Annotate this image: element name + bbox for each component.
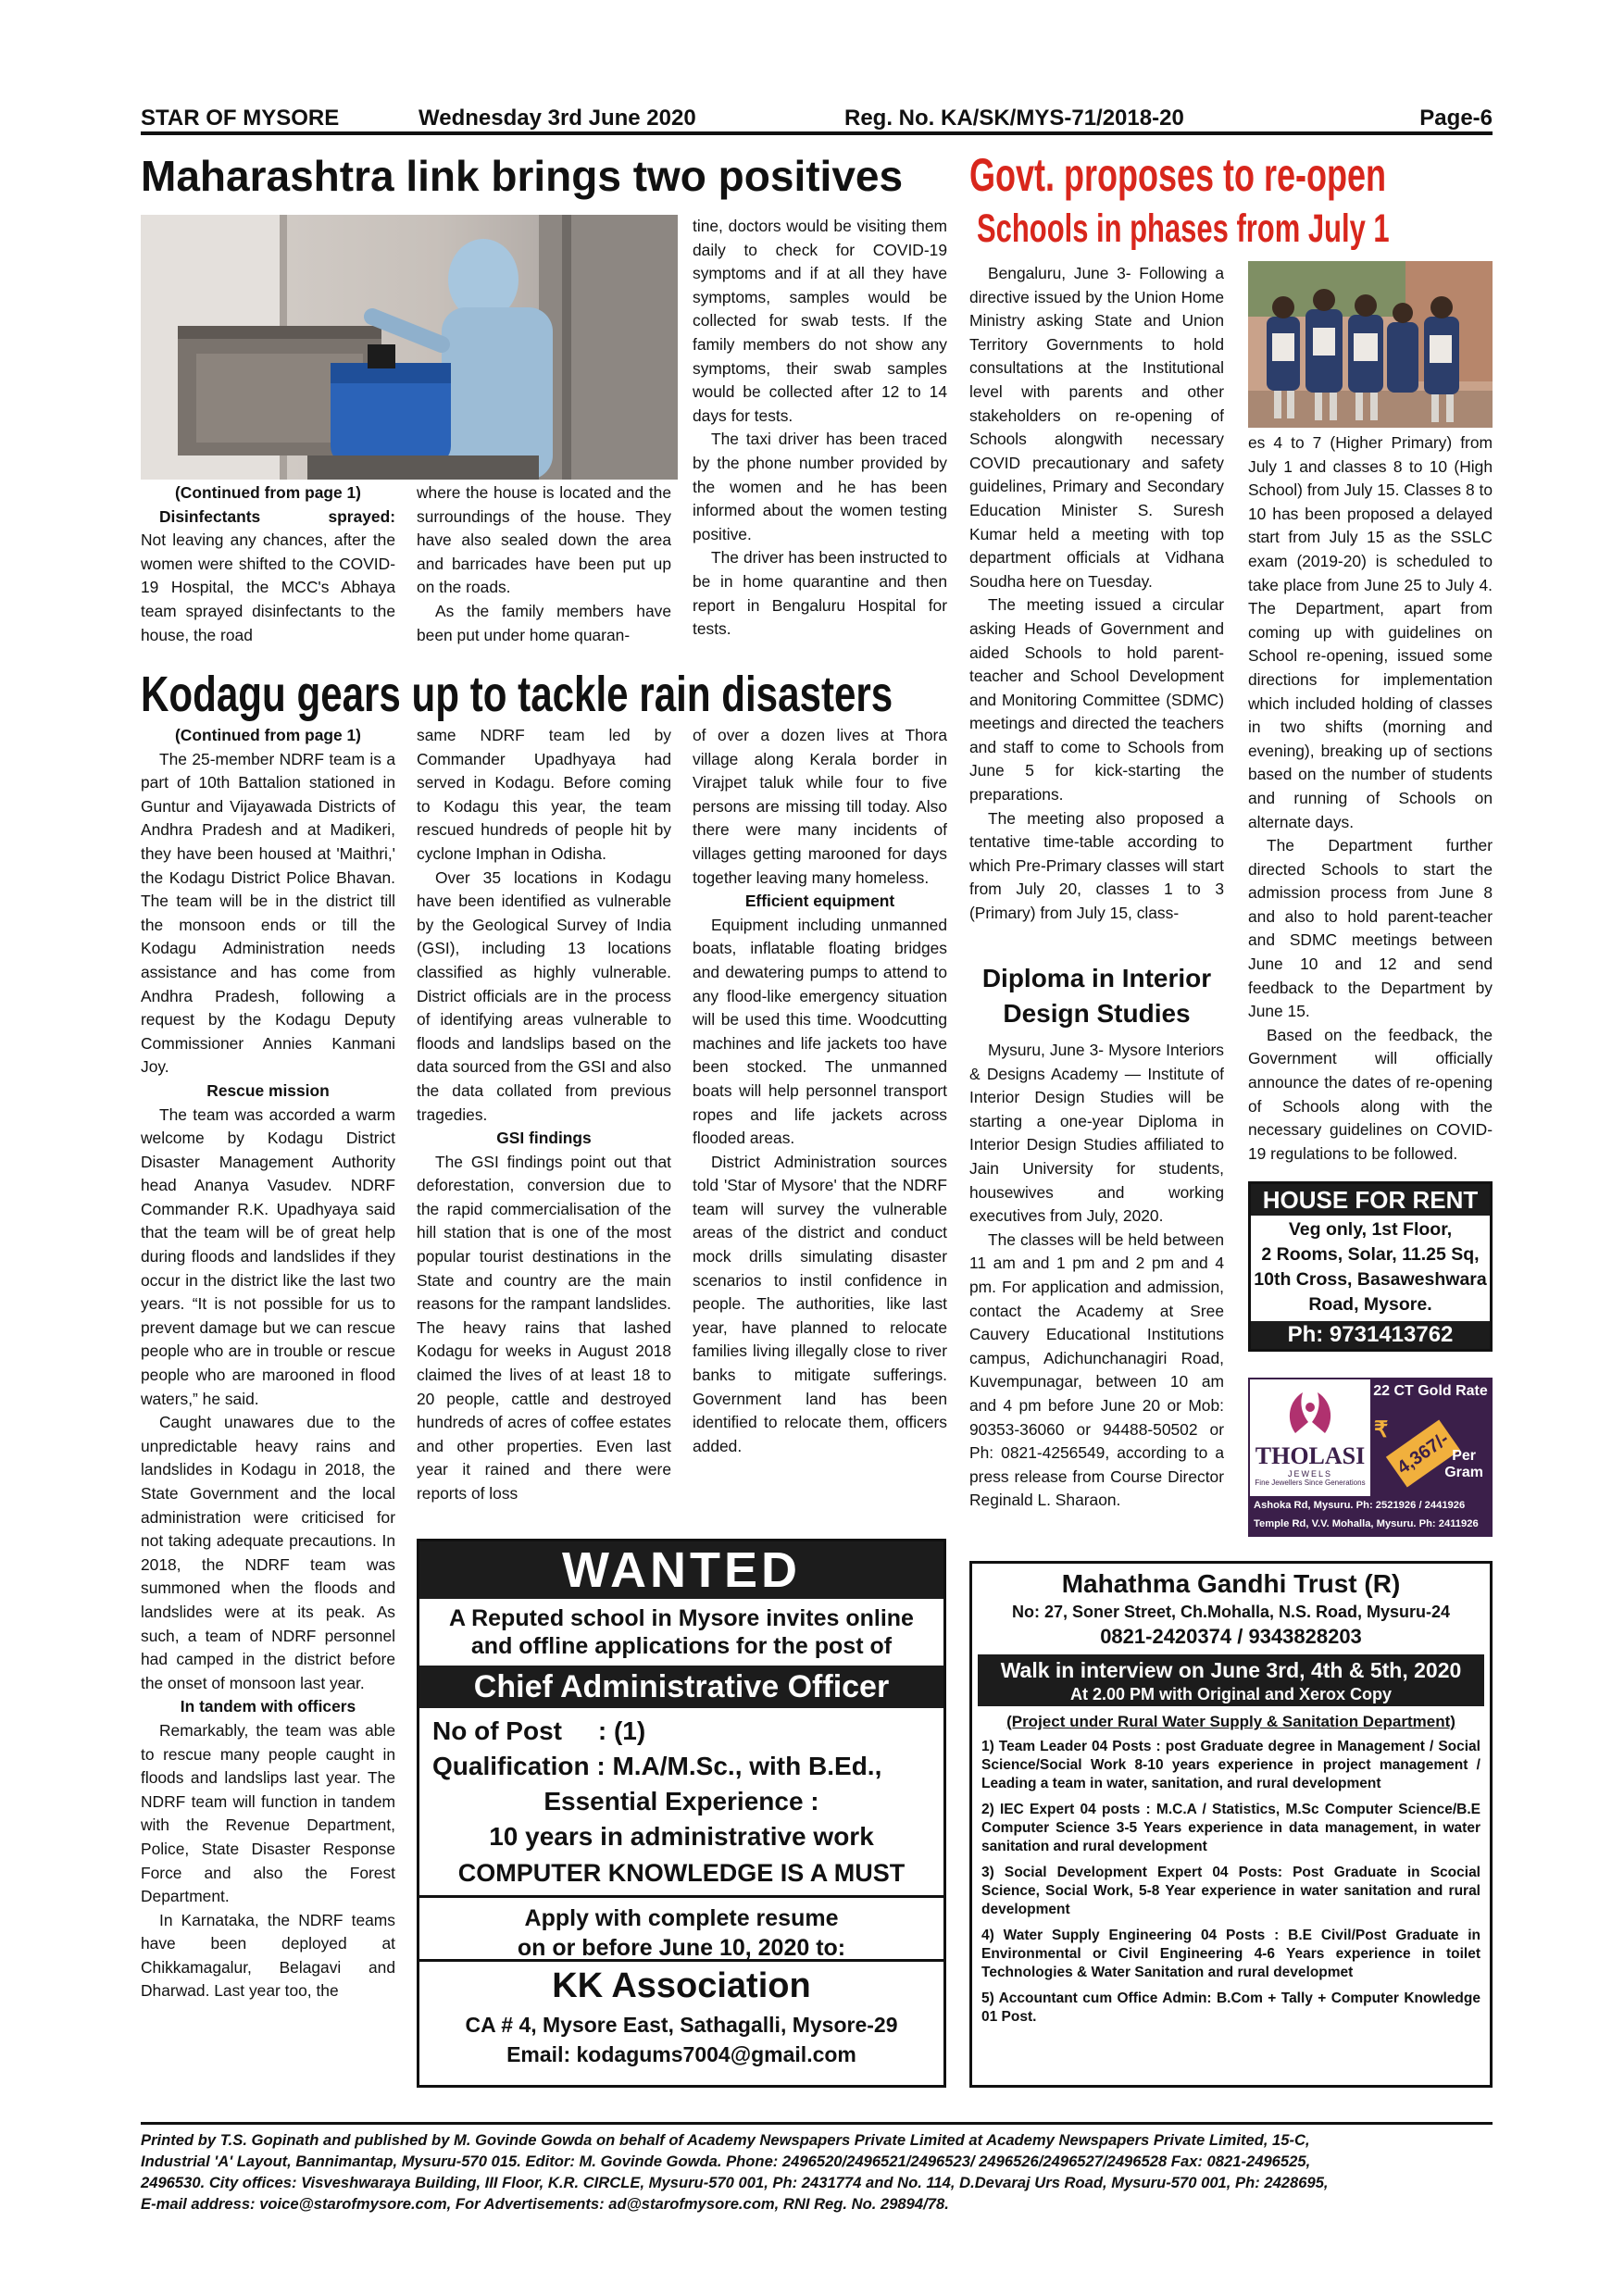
story3-subhead-equipment: Efficient equipment <box>744 892 895 911</box>
gold-address-1: Ashoka Rd, Mysuru. Ph: 2521926 / 2441926 <box>1254 1500 1466 1511</box>
wanted-post: Chief Administrative Officer <box>419 1666 943 1708</box>
story3-col2-p3: The GSI findings point out that deforestation, conversion due to the rapid commercialisation of the hill station that is one of the most popular tourist destinations in the State and country are the main reasons for the rampant landslides. The heavy rains that lashed Kodagu for weeks in August 2018 claimed the lives of at least 18 to 20 people, cattle and destroyed hundreds of acres of coffee estates and other properties. Even last year it rained and there were reports of loss <box>417 1152 671 1503</box>
story3-subhead-tandem: In tandem with officers <box>180 1697 356 1716</box>
story1-col1-text: Not leaving any chances, after the women were shifted to the COVID-19 Hospital, the MCC's Abhaya team sprayed disinfectants to the house, the road <box>141 530 395 644</box>
story1-col3-p2: The taxi driver has been traced by the phone number provided by the women and he has been informed about the women testing positive. <box>693 430 947 543</box>
gold-rate-header: 22 CT Gold Rate <box>1370 1379 1491 1404</box>
wanted-intro-2: and offline applications for the post of <box>470 1633 893 1659</box>
wanted-apply-1: Apply with complete resume <box>524 1905 839 1931</box>
wanted-qualification: Qualification : M.A/M.Sc., with B.Ed., <box>432 1752 882 1780</box>
story1-subhead: Disinfectants sprayed: <box>159 506 395 526</box>
story3-column-3 <box>693 724 947 1539</box>
story2-col1-p1: Bengaluru, June 3- Following a directive issued by the Union Home Ministry asking State and Union Territory Governments to hold consultations at the Institutional level with parents and other stakeholders on re-opening of Schools alongwith necessary COVID precautionary and safety guidelines, Primary and Secondary Education Minister S. Suresh Kumar held a meeting with top department officials at Vidhana Soudha here on Tuesday. <box>969 264 1224 591</box>
footer-line-1: Printed by T.S. Gopinath and published by M. Govinde Gowda on behalf of Academy Newspapers Private Limited at Academy Newspapers Private Limited, 15-C, <box>141 2131 1310 2149</box>
story2-col1-p3: The meeting also proposed a tentative time-table according to which Pre-Primary classes will start from July 20, classes 1 to 3 (Primary) from July 15, class- <box>969 808 1224 923</box>
wanted-ad <box>417 1539 946 2088</box>
students-photo <box>1248 261 1493 428</box>
footer-rule <box>141 2122 1493 2125</box>
page-number: Page-6 <box>1419 106 1493 131</box>
wanted-address: CA # 4, Mysore East, Sathagalli, Mysore-29 <box>465 2013 898 2037</box>
wanted-org: KK Association <box>552 1966 811 2005</box>
wanted-no-of-post: No of Post : (1) <box>432 1716 646 1745</box>
story3-col3-p2: Equipment including unmanned boats, inflatable floating bridges and dewatering pumps to attend to any flood-like emergency situation will be used this time. Woodcutting machines and life jackets too have been stocked. The unmanned boats will help personnel transport ropes and life jackets across flooded areas. <box>693 915 947 1148</box>
story1-column-2 <box>417 481 671 648</box>
tholasi-brand-sub: JEWELS <box>1287 1469 1332 1479</box>
footer-line-2: Industrial 'A' Layout, Bannimantap, Mysuru-570 015. Editor: M. Govinde Gowda. Phone: 2496520/2496521/2496523/ 2496526/2496527/2496528 Fax: 0821-2496525, <box>141 2152 1311 2170</box>
trust-item-3: 3) Social Development Expert 04 Posts: Post Graduate in Scocial Science, Social Work, 5-8 Year experience in water sanitation and rural development <box>981 1865 1480 1917</box>
story2-col2-p3: Based on the feedback, the Government will officially announce the dates of re-opening of Schools along with the necessary guidelines on COVID-19 regulations to be followed. <box>1248 1025 1493 1163</box>
trust-ad <box>969 1561 1493 2088</box>
story1-continued: (Continued from page 1) <box>175 483 361 502</box>
trust-item-2: 2) IEC Expert 04 posts : M.C.A / Statistics, M.Sc Computer Science/B.E Computer Science 3-5 Years experience in data management, in water sanitation and rural development <box>981 1802 1480 1854</box>
story2-column-2 <box>1248 431 1493 1172</box>
gold-price: 4,367/- <box>1386 1420 1460 1488</box>
registration-number: Reg. No. KA/SK/MYS-71/2018-20 <box>844 106 1184 131</box>
story3-col3-p1: of over a dozen lives at Thora village along Kerala border in Virajpet taluk while four to five persons are missing till today. Also there were many incidents of villages getting marooned for days together leaving many homeless. <box>693 726 947 887</box>
story3-col1-p1: The 25-member NDRF team is a part of 10th Battalion stationed in Guntur and Vijayawada Districts of Andhra Pradesh and at Madikeri, they have been housed at 'Maithri,' the Kodagu District Police Bhavan. The team will be in the district till the monsoon ends or till the Kodagu Administration needs assistance and has come from Andhra Pradesh, following a request by the Kodagu Deputy Commissioner Annies Kanmani Joy. <box>141 749 395 1077</box>
story4-p2: The classes will be held between 11 am and 1 pm and 2 pm and 4 pm. For application and admission, contact the Academy at Sree Cauvery Educational Institutions campus, Adichunchanagiri Road, Kuvempunagar, between 10 am and 4 pm before June 20 or Mob: 90353-36060 or 94488-50502 or Ph: 0821-4256549, according to a press release from Course Director Reginald L. Sharaon. <box>969 1229 1224 1510</box>
story3-subhead-rescue: Rescue mission <box>206 1080 330 1100</box>
story3-col1-p2: The team was accorded a warm welcome by Kodagu District Disaster Management Authority head Ananya Vasudev. NDRF Commander R.K. Upadhyaya said that the team will be of great help during floods and landslides if they occur in the district like the last two years. “It is not possible for us to prevent damage but we can rescue people who are in trouble or rescue people who are marooned in flood waters,” he said. <box>141 1104 395 1408</box>
story3-col1-p3: Caught unawares due to the unpredictable heavy rains and landslides in Kodagu in 2018, the State Government and the local administration were criticised for not taking adequate precautions. In 2018, the NDRF team was summoned when the floods and landslides were at its peak. As such, a team of NDRF personnel had camped in the district before the onset of monsoon last year. <box>141 1413 395 1692</box>
footer-line-4: E-mail address: voice@starofmysore.com, For Advertisements: ad@starofmysore.com, RNI Reg. No. 29894/78. <box>141 2195 949 2213</box>
story1-col3-p3: The driver has been instructed to be in home quarantine and then report in Bengaluru Hospital for tests. <box>693 548 947 639</box>
gold-rate-ad <box>1248 1378 1493 1537</box>
imprint-footer <box>141 2129 1493 2215</box>
story4-p1: Mysuru, June 3- Mysore Interiors & Designs Academy — Institute of Interior Design Studies will be starting a one-year Diploma in Interior Design Studies affiliated to Jain University for students, housewives and working executives from July, 2020. <box>969 1041 1224 1226</box>
gold-price-panel <box>1370 1404 1491 1498</box>
story3-col1-p5: In Karnataka, the NDRF teams have been deployed at Chikkamagalur, Belagavi and Dharwad. Last year too, the <box>141 1910 395 2001</box>
story2-col1-p2: The meeting issued a circular asking Heads of Government and aided Schools to hold parent-teacher and School Development and Monitoring Committee (SDMC) meetings and directed the teachers and staff to come to Schools from June 5 for kick-starting the preparations. <box>969 595 1224 805</box>
story3-column-2 <box>417 724 671 1539</box>
trust-time: At 2.00 PM with Original and Xerox Copy <box>1069 1685 1393 1703</box>
paper-name: STAR OF MYSORE <box>141 106 340 131</box>
wanted-apply-2: on or before June 10, 2020 to: <box>517 1935 846 1961</box>
tholasi-tagline: Fine Jewellers Since Generations <box>1255 1479 1366 1487</box>
story3-subhead-gsi: GSI findings <box>496 1129 592 1148</box>
story1-col3-p1: tine, doctors would be visiting them daily to check for COVID-19 symptoms and if at all they have symptoms, samples would be collected for swab tests. If the family members do not show any symptoms, their swab samples would be collected after 12 to 14 days for tests. <box>693 217 947 425</box>
story3-column-1 <box>141 724 395 2113</box>
tholasi-brand: THOLASI <box>1255 1442 1366 1469</box>
house-ad-phone: Ph: 9731413762 <box>1251 1321 1490 1349</box>
masthead <box>141 102 1493 135</box>
house-ad-line3: 10th Cross, Basaweshwara <box>1254 1269 1487 1290</box>
story3-continued: (Continued from page 1) <box>175 726 361 744</box>
trust-phone: 0821-2420374 / 9343828203 <box>1100 1625 1362 1648</box>
wanted-experience-label: Essential Experience : <box>543 1787 819 1816</box>
trust-item-4: 4) Water Supply Engineering 04 Posts : B.E Civil/Post Graduate in Environmental or Civil Engineering 4-6 Years experience in toilet Technologies & Water Sanitation and rural developmet <box>981 1928 1480 1980</box>
story2-headline-line1: Govt. proposes to re-open <box>969 149 1387 201</box>
footer-line-3: 2496530. City offices: Visveshwaraya Building, III Floor, K.R. CIRCLE, Mysuru-570 001, Ph: 2431774 and No. 114, D.Devaraj Urs Road, Mysuru-570 001, Ph: 2428695, <box>141 2174 1329 2191</box>
trust-walkin: Walk in interview on June 3rd, 4th & 5th, 2020 <box>1000 1658 1462 1682</box>
wanted-title: WANTED <box>419 1541 943 1599</box>
gold-per: Per <box>1452 1448 1476 1464</box>
story1-headline: Maharashtra link brings two positives <box>141 152 904 200</box>
peacock-logo-icon <box>1282 1387 1338 1439</box>
rupee-icon: ₹ <box>1374 1417 1389 1442</box>
wanted-email: Email: kodagums7004@gmail.com <box>506 2042 856 2066</box>
story2-col2-p2: The Department further directed Schools to start the admission process from June 8 and also to hold parent-teacher and SDMC meetings between June 10 and 12 and send feedback to the Department by June 15. <box>1248 836 1493 1021</box>
story2-col2-p1: es 4 to 7 (Higher Primary) from July 1 and classes 8 to 10 (High School) from July 15. Classes 8 to 10 has been proposed a delayed start from July 15 as the SSLC exam (2019-20) is scheduled to take place from June 25 to July 4. The Department, apart from coming up with guidelines on School re-opening, issued some directions for implementation which included holding of classes in two shifts (morning and evening), breaking up of sections based on the number of students and running of Schools on alternate days. <box>1248 433 1493 831</box>
gold-gram: Gram <box>1444 1465 1483 1480</box>
story2-column-1 <box>969 262 1224 956</box>
trust-project: (Project under Rural Water Supply & Sanitation Department) <box>1006 1713 1455 1730</box>
house-for-rent-ad <box>1248 1181 1493 1352</box>
story4-headline: Diploma in Interior Design Studies <box>981 964 1212 1028</box>
story3-col1-p4: Remarkably, the team was able to rescue many people caught in floods and landslips last year. The NDRF team will function in tandem with the Revenue Department, Police, State Disaster Response Force and also the Forest Department. <box>141 1720 395 1906</box>
issue-date: Wednesday 3rd June 2020 <box>418 106 696 131</box>
story4-body <box>969 1039 1224 1557</box>
house-ad-title: HOUSE FOR RENT <box>1251 1184 1490 1216</box>
story3-col3-p3: District Administration sources told 'Star of Mysore' that the NDRF team will survey the vulnerable areas of the district and conduct mock drills simulating disaster scenarios to instil confidence in people. The authorities, like last year, have planned to relocate families living illegally close to river banks to mitigate sufferings. Government land has been identified to relocate them, officers added. <box>693 1152 947 1455</box>
house-ad-line2: 2 Rooms, Solar, 11.25 Sq, <box>1261 1244 1480 1265</box>
wanted-experience-value: 10 years in administrative work <box>489 1822 874 1851</box>
story1-col2-p2: As the family members have been put under home quaran- <box>417 601 671 644</box>
story3-col2-p2: Over 35 locations in Kodagu have been identified as vulnerable by the Geological Survey of India (GSI), including 13 locations classified as highly vulnerable. District officials are in the process of identifying areas vulnerable to floods and landslips based on the data sourced from the GSI and also the data collated from previous tragedies. <box>417 867 671 1124</box>
wanted-computer: COMPUTER KNOWLEDGE IS A MUST <box>457 1859 906 1887</box>
story2-headline-line2: Schools in phases from July 1 <box>977 206 1390 251</box>
house-ad-line4: Road, Mysore. <box>1308 1294 1432 1315</box>
disinfection-photo <box>141 215 678 480</box>
story1-col2-p1: where the house is located and the surroundings of the house. They have also sealed down the area and barricades have been put up on the roads. <box>417 483 671 597</box>
wanted-intro-1: A Reputed school in Mysore invites online <box>449 1605 914 1631</box>
gold-address-2: Temple Rd, V.V. Mohalla, Mysuru. Ph: 2411926 <box>1254 1518 1479 1529</box>
story1-column-3 <box>693 215 947 650</box>
trust-item-5: 5) Accountant cum Office Admin: B.Com + Tally + Computer Knowledge 01 Post. <box>981 1990 1480 2025</box>
story3-headline: Kodagu gears up to tackle rain disasters <box>141 667 893 722</box>
tholasi-logo <box>1250 1379 1370 1498</box>
trust-item-1: 1) Team Leader 04 Posts : post Graduate degree in Management / Social Science/Social Work 8-10 years experience in project management / Leading a team in water, sanitation, and rural development <box>981 1739 1480 1791</box>
story3-col2-p1: same NDRF team led by Commander Upadhyaya had served in Kodagu. Before coming to Kodagu this year, the team rescued hundreds of people hit by cyclone Imphan in Odisha. <box>417 726 671 863</box>
trust-title: Mahathma Gandhi Trust (R) <box>1061 1569 1401 1598</box>
trust-address: No: 27, Soner Street, Ch.Mohalla, N.S. Road, Mysuru-24 <box>1011 1603 1451 1621</box>
house-ad-line1: Veg only, 1st Floor, <box>1288 1219 1453 1240</box>
story1-column-1 <box>141 481 395 648</box>
